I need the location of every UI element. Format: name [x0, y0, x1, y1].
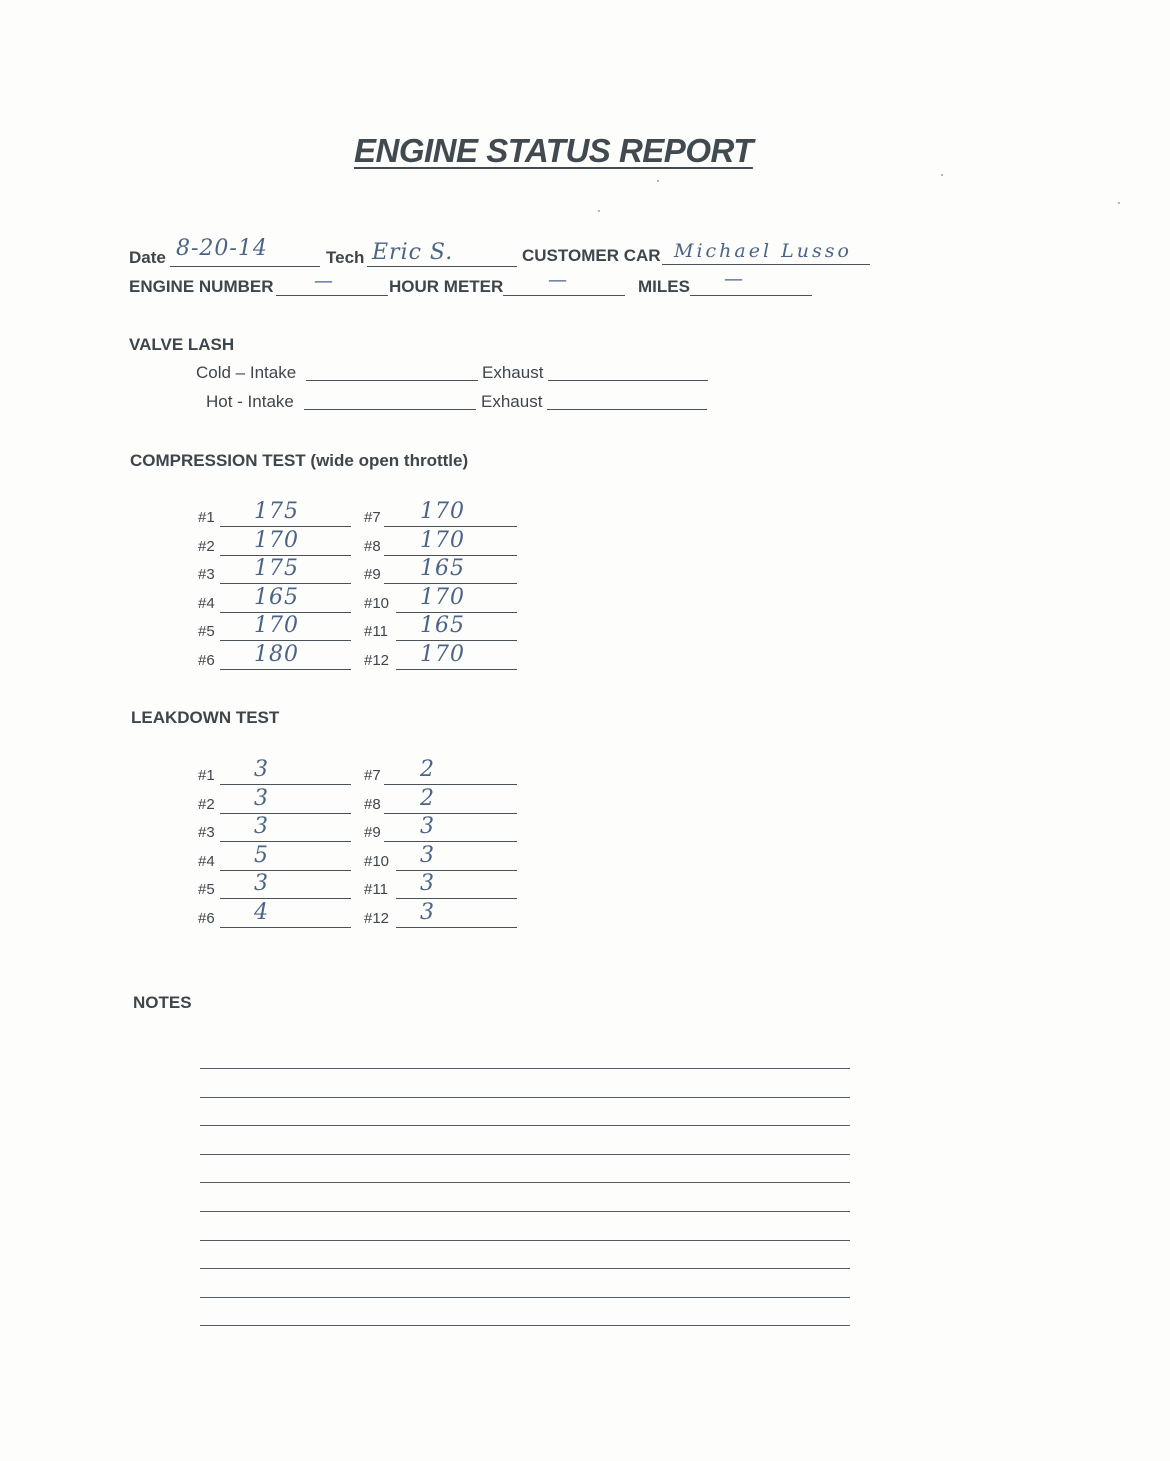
leakdown-cylinder-label: #3: [198, 824, 215, 842]
compression-cylinder-label: #8: [364, 537, 381, 555]
page-title: ENGINE STATUS REPORT: [354, 132, 753, 169]
compression-cylinder-value: 175: [254, 556, 299, 582]
scan-speck: [1118, 202, 1120, 204]
hot-exhaust-label: Exhaust: [481, 392, 543, 411]
compression-cylinder-value: 170: [420, 527, 465, 553]
customer-car-field-line: [662, 264, 870, 265]
leakdown-cylinder-field-line: [384, 784, 517, 785]
miles-value: —: [724, 268, 744, 290]
leakdown-cylinder-field-line: [220, 927, 351, 928]
compression-cylinder-label: #11: [364, 623, 388, 641]
tech-value: Eric S.: [372, 240, 454, 265]
compression-cylinder-label: #7: [364, 509, 381, 526]
hot-intake-label: Hot - Intake: [206, 392, 294, 411]
tech-label: Tech: [326, 248, 365, 267]
hot-intake-field-line: [304, 409, 476, 410]
compression-cylinder-value: 180: [254, 642, 299, 667]
notes-heading: NOTES: [133, 993, 192, 1012]
leakdown-test-heading: LEAKDOWN TEST: [131, 708, 280, 727]
notes-line: [200, 1325, 850, 1326]
leakdown-cylinder-field-line: [384, 841, 517, 842]
leakdown-cylinder-value: 3: [420, 900, 435, 925]
leakdown-cylinder-label: #10: [364, 852, 390, 870]
miles-label: MILES: [638, 277, 690, 296]
leakdown-cylinder-field-line: [220, 898, 351, 899]
date-value: 8-20-14: [176, 236, 268, 261]
customer-car-value: Michael Lusso: [674, 240, 852, 262]
compression-cylinder-label: #2: [198, 537, 215, 555]
miles-field-line: [690, 295, 812, 296]
leakdown-cylinder-label: #5: [198, 881, 215, 899]
leakdown-cylinder-label: #1: [198, 767, 215, 784]
compression-cylinder-label: #12: [364, 652, 390, 669]
compression-cylinder-label: #5: [198, 623, 215, 641]
compression-cylinder-value: 170: [254, 613, 299, 639]
hour-meter-value: —: [548, 269, 568, 291]
leakdown-cylinder-label: #7: [364, 767, 381, 784]
leakdown-cylinder-field-line: [220, 841, 351, 842]
cold-exhaust-label: Exhaust: [482, 363, 544, 382]
compression-cylinder-label: #1: [198, 509, 215, 526]
notes-line: [200, 1068, 850, 1069]
leakdown-cylinder-value: 4: [254, 900, 269, 925]
leakdown-cylinder-value: 3: [420, 842, 435, 868]
leakdown-cylinder-value: 3: [254, 871, 269, 897]
compression-cylinder-value: 170: [420, 642, 465, 667]
compression-cylinder-value: 170: [420, 499, 465, 524]
notes-line: [200, 1097, 850, 1098]
leakdown-cylinder-label: #8: [364, 795, 381, 813]
compression-cylinder-label: #3: [198, 566, 215, 584]
compression-cylinder-field-line: [220, 669, 351, 670]
compression-cylinder-value: 170: [420, 584, 465, 610]
leakdown-cylinder-label: #2: [198, 795, 215, 813]
date-field-line: [170, 266, 320, 267]
leakdown-cylinder-value: 3: [254, 757, 269, 782]
leakdown-cylinder-label: #11: [364, 881, 388, 899]
engine-number-value: —: [314, 270, 334, 292]
engine-number-field-line: [276, 295, 388, 296]
leakdown-cylinder-label: #12: [364, 910, 390, 927]
leakdown-cylinder-value: 3: [420, 814, 435, 840]
notes-line: [200, 1268, 850, 1269]
notes-line: [200, 1240, 850, 1241]
compression-cylinder-value: 165: [420, 613, 465, 639]
compression-cylinder-value: 170: [254, 527, 299, 553]
leakdown-cylinder-field-line: [396, 898, 517, 899]
compression-test-heading: COMPRESSION TEST (wide open throttle): [130, 451, 469, 470]
notes-line: [200, 1182, 850, 1183]
leakdown-cylinder-value: 2: [420, 757, 435, 782]
notes-line: [200, 1154, 850, 1155]
leakdown-cylinder-value: 3: [420, 871, 435, 897]
compression-cylinder-value: 165: [420, 556, 465, 582]
customer-car-label: CUSTOMER CAR: [522, 246, 661, 265]
notes-line: [200, 1297, 850, 1298]
compression-cylinder-field-line: [396, 669, 517, 670]
valve-lash-heading: VALVE LASH: [129, 335, 235, 354]
leakdown-cylinder-label: #6: [198, 910, 215, 927]
leakdown-cylinder-field-line: [396, 927, 517, 928]
leakdown-cylinder-value: 3: [254, 814, 269, 840]
cold-intake-label: Cold – Intake: [196, 363, 297, 382]
notes-line: [200, 1211, 850, 1212]
leakdown-cylinder-field-line: [220, 784, 351, 785]
scan-speck: [598, 210, 600, 212]
cold-intake-field-line: [306, 380, 478, 381]
compression-cylinder-value: 175: [254, 499, 299, 524]
compression-cylinder-label: #9: [364, 566, 381, 584]
engine-number-label: ENGINE NUMBER: [129, 277, 274, 296]
hour-meter-field-line: [503, 295, 625, 296]
date-label: Date: [129, 248, 166, 267]
scan-speck: [657, 180, 659, 182]
leakdown-cylinder-field-line: [220, 813, 351, 814]
leakdown-cylinder-field-line: [384, 813, 517, 814]
scan-speck: [941, 174, 943, 176]
compression-cylinder-label: #4: [198, 594, 215, 612]
tech-field-line: [367, 266, 517, 267]
leakdown-cylinder-label: #9: [364, 824, 381, 842]
compression-cylinder-label: #10: [364, 594, 390, 612]
hour-meter-label: HOUR METER: [389, 277, 504, 296]
leakdown-cylinder-value: 2: [420, 785, 435, 811]
leakdown-cylinder-label: #4: [198, 852, 215, 870]
leakdown-cylinder-field-line: [396, 870, 517, 871]
leakdown-cylinder-value: 5: [254, 842, 269, 868]
cold-exhaust-field-line: [548, 380, 708, 381]
hot-exhaust-field-line: [547, 409, 707, 410]
compression-cylinder-label: #6: [198, 652, 215, 669]
leakdown-cylinder-value: 3: [254, 785, 269, 811]
leakdown-cylinder-field-line: [220, 870, 351, 871]
notes-line: [200, 1125, 850, 1126]
compression-cylinder-value: 165: [254, 584, 299, 610]
